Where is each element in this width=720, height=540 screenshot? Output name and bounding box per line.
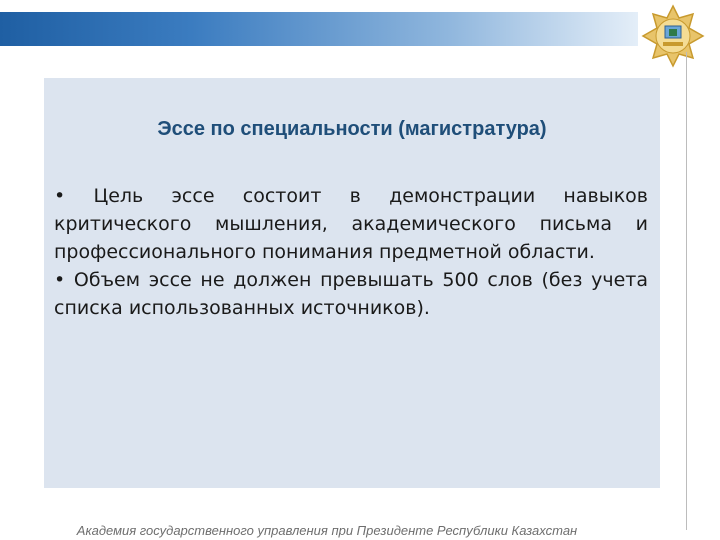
bullet-item: • Объем эссе не должен превышать 500 слов (без учета списка использованных источников). <box>54 269 648 319</box>
bullet-item: • Цель эссе состоит в демонстрации навыков критического мышления, академического письма и профессионального понимания предметной области. <box>54 185 648 263</box>
header-gradient-bar <box>0 12 638 46</box>
slide-body <box>54 182 648 322</box>
right-divider <box>686 52 687 530</box>
footer-caption: Академия государственного управления при Президенте Республики Казахстан <box>76 523 578 538</box>
content-panel <box>44 78 660 488</box>
academy-emblem-icon <box>641 4 705 68</box>
slide-title: Эссе по специальности (магистратура) <box>157 118 547 140</box>
